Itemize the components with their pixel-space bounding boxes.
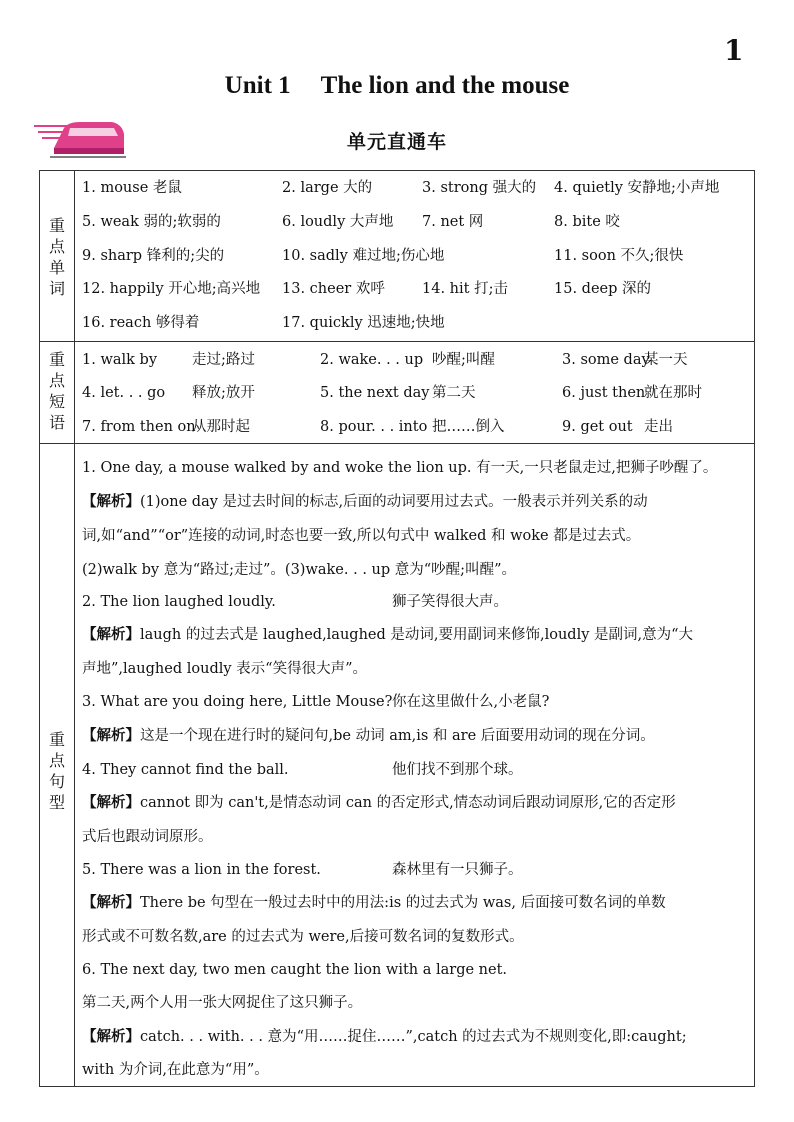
analysis-tag: 【解析】 [82, 493, 140, 510]
analysis-6-line-1: 【解析】catch. . . with. . . 意为“用……捉住……”,catch 的过去式为不规则变化,即:caught; [82, 1028, 687, 1045]
analysis-2-line-2: 声地”,laughed loudly 表示“笑得很大声”。 [82, 661, 367, 677]
phrase-meaning: 把……倒入 [432, 419, 505, 435]
unit-name: The lion and the mouse [320, 72, 570, 99]
sentence-5-translation: 森林里有一只狮子。 [392, 862, 523, 878]
word-item: 13. cheer 欢呼 [282, 281, 385, 297]
category-sentences: 重 点 句 型 [48, 730, 65, 812]
sentence-4: 4. They cannot find the ball. [82, 762, 289, 778]
phrase-term: 3. some day [562, 352, 650, 368]
word-item: 1. mouse 老鼠 [82, 180, 182, 196]
phrase-meaning: 就在那时 [644, 385, 702, 401]
word-item: 15. deep 深的 [554, 281, 652, 297]
phrase-meaning: 从那时起 [192, 419, 250, 435]
phrase-meaning: 某一天 [644, 352, 688, 368]
phrase-meaning: 走出 [644, 419, 673, 435]
analysis-2-line-1: 【解析】laugh 的过去式是 laughed,laughed 是动词,要用副词来修饰,loudly 是副词,意为“大 [82, 626, 694, 643]
analysis-5-line-1: 【解析】There be 句型在一般过去时中的用法:is 的过去式为 was, 后面接可数名词的单数 [82, 894, 666, 911]
summary-table [39, 170, 755, 1087]
analysis-tag: 【解析】 [82, 794, 140, 811]
analysis-tag: 【解析】 [82, 626, 140, 643]
word-item: 9. sharp 锋利的;尖的 [82, 248, 225, 264]
phrase-term: 6. just then [562, 385, 646, 401]
analysis-tag: 【解析】 [82, 727, 140, 744]
sentence-6-translation: 第二天,两个人用一张大网捉住了这只狮子。 [82, 995, 363, 1011]
analysis-3-line-1: 【解析】这是一个现在进行时的疑问句,be 动词 am,is 和 are 后面要用动词的现在分词。 [82, 727, 655, 744]
word-item: 5. weak 弱的;软弱的 [82, 214, 221, 230]
phrase-term: 9. get out [562, 419, 633, 435]
row-divider-2 [40, 443, 754, 444]
word-item: 10. sadly 难过地;伤心地 [282, 248, 445, 264]
analysis-1-line-2: 词,如“and”“or”连接的动词,时态也要一致,所以句式中 walked 和 woke 都是过去式。 [82, 528, 641, 544]
analysis-4-line-1: 【解析】cannot 即为 can't,是情态动词 can 的否定形式,情态动词后跟动词原形,它的否定形 [82, 794, 676, 811]
word-item: 16. reach 够得着 [82, 315, 200, 331]
sentence-5: 5. There was a lion in the forest. [82, 862, 321, 878]
analysis-6-line-2: with 为介词,在此意为“用”。 [82, 1062, 269, 1078]
word-item: 7. net 网 [422, 214, 484, 230]
sentence-1: 1. One day, a mouse walked by and woke the lion up. 有一天,一只老鼠走过,把狮子吵醒了。 [82, 460, 718, 476]
sentence-3-translation: 你在这里做什么,小老鼠? [392, 694, 550, 710]
analysis-4-line-2: 式后也跟动词原形。 [82, 829, 213, 845]
unit-label: Unit 1 [224, 72, 291, 99]
word-item: 4. quietly 安静地;小声地 [554, 180, 720, 196]
sentence-3: 3. What are you doing here, Little Mouse? [82, 694, 393, 710]
phrase-meaning: 第二天 [432, 385, 476, 401]
sentence-4-translation: 他们找不到那个球。 [392, 762, 523, 778]
section-title: 单元直通车 [346, 131, 447, 153]
phrase-meaning: 吵醒;叫醒 [432, 352, 495, 368]
phrase-term: 8. pour. . . into [320, 419, 428, 435]
word-item: 12. happily 开心地;高兴地 [82, 281, 261, 297]
phrase-meaning: 走过;路过 [192, 352, 255, 368]
row-divider-1 [40, 341, 754, 342]
category-phrases: 重 点 短 语 [48, 350, 65, 432]
analysis-1-line-3: (2)walk by 意为“路过;走过”。(3)wake. . . up 意为“吵醒;叫醒”。 [82, 562, 516, 578]
category-words: 重 点 单 词 [48, 216, 65, 298]
phrase-term: 2. wake. . . up [320, 352, 424, 368]
word-item: 8. bite 咬 [554, 214, 620, 230]
analysis-5-line-2: 形式或不可数名数,are 的过去式为 were,后接可数名词的复数形式。 [82, 929, 524, 945]
phrase-term: 4. let. . . go [82, 385, 166, 401]
word-item: 11. soon 不久;很快 [554, 248, 684, 264]
word-item: 3. strong 强大的 [422, 180, 537, 196]
phrase-term: 1. walk by [82, 352, 158, 368]
phrase-term: 5. the next day [320, 385, 430, 401]
analysis-1-line-1: 【解析】(1)one day 是过去时间的标志,后面的动词要用过去式。一般表示并列关系的动 [82, 493, 648, 510]
word-item: 17. quickly 迅速地;快地 [282, 315, 445, 331]
word-item: 2. large 大的 [282, 180, 373, 196]
word-item: 6. loudly 大声地 [282, 214, 394, 230]
sentence-6: 6. The next day, two men caught the lion with a large net. [82, 962, 508, 978]
phrase-meaning: 释放;放开 [192, 385, 255, 401]
sentence-2-translation: 狮子笑得很大声。 [392, 594, 508, 610]
word-item: 14. hit 打;击 [422, 281, 508, 297]
analysis-tag: 【解析】 [82, 1028, 140, 1045]
sentence-2: 2. The lion laughed loudly. [82, 594, 276, 610]
unit-title [0, 72, 794, 100]
page-number: 1 [724, 34, 744, 67]
column-divider [74, 171, 75, 1086]
analysis-tag: 【解析】 [82, 894, 140, 911]
phrase-term: 7. from then on [82, 419, 196, 435]
